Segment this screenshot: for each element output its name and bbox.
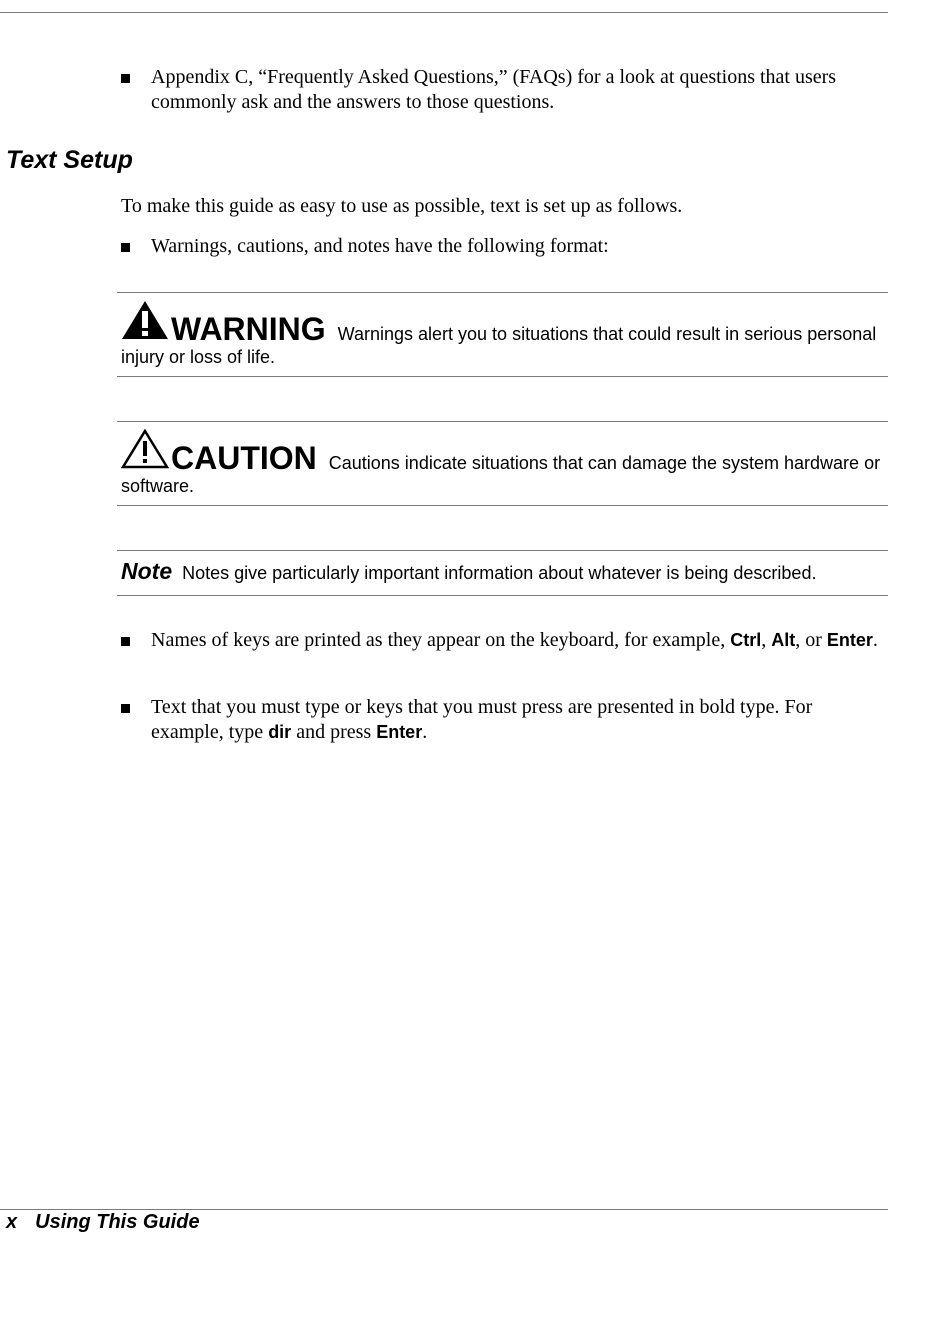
bullet-icon	[121, 74, 130, 83]
caution-label: CAUTION	[171, 440, 317, 476]
note-top-rule	[117, 550, 888, 551]
list-item	[121, 628, 886, 653]
bullet-text	[151, 695, 886, 745]
separator: ,	[761, 629, 772, 651]
warning-filled-icon	[121, 300, 169, 346]
list-item	[121, 65, 886, 115]
bullet-text: Warnings, cautions, and notes have the following format:	[151, 235, 609, 257]
note-label: Note	[121, 558, 173, 584]
bullet-icon	[121, 243, 130, 252]
section-heading: Text Setup	[6, 146, 133, 174]
warning-notice	[121, 300, 881, 369]
bullet-text-mid: and press	[291, 721, 377, 743]
bullet-text-prefix: Names of keys are printed as they appear on the keyboard, for example,	[151, 629, 731, 651]
bullet-text-prefix: Text that you must type or keys that you must press are presented in bold type. For example, type	[151, 696, 813, 743]
bullet-text	[151, 628, 886, 653]
caution-notice	[121, 429, 881, 498]
bullet-text: Appendix C, “Frequently Asked Questions,” (FAQs) for a look at questions that users commonly ask and the answers to those questions.	[151, 66, 837, 113]
caution-text: Cautions indicate situations that can damage the system hardware or software.	[121, 453, 881, 496]
key-alt: Alt	[771, 630, 796, 650]
key-enter: Enter	[376, 722, 423, 742]
warning-bottom-rule	[117, 376, 888, 377]
note-text: Notes give particularly important information about whatever is being described.	[182, 563, 817, 583]
page-number: x	[6, 1211, 18, 1233]
warning-top-rule	[117, 292, 888, 293]
bullet-icon	[121, 704, 130, 713]
bullet-icon	[121, 637, 130, 646]
note-bottom-rule	[117, 595, 888, 596]
intro-paragraph: To make this guide as easy to use as possible, text is set up as follows.	[121, 195, 683, 217]
key-ctrl: Ctrl	[730, 630, 762, 650]
warning-text: Warnings alert you to situations that could result in serious personal injury or loss of life.	[121, 324, 877, 367]
key-enter: Enter	[826, 630, 873, 650]
list-item	[121, 695, 886, 745]
page-footer	[6, 1211, 200, 1234]
caution-outline-icon	[121, 429, 169, 475]
period: .	[422, 721, 428, 743]
period: .	[872, 629, 878, 651]
separator: , or	[795, 629, 827, 651]
top-rule	[0, 12, 888, 13]
footer-rule	[0, 1209, 888, 1210]
footer-title: Using This Guide	[35, 1211, 200, 1233]
note-notice	[121, 560, 891, 585]
caution-bottom-rule	[117, 505, 888, 506]
list-item	[121, 234, 886, 259]
caution-top-rule	[117, 421, 888, 422]
warning-label: WARNING	[171, 311, 326, 347]
command-dir: dir	[268, 722, 292, 742]
